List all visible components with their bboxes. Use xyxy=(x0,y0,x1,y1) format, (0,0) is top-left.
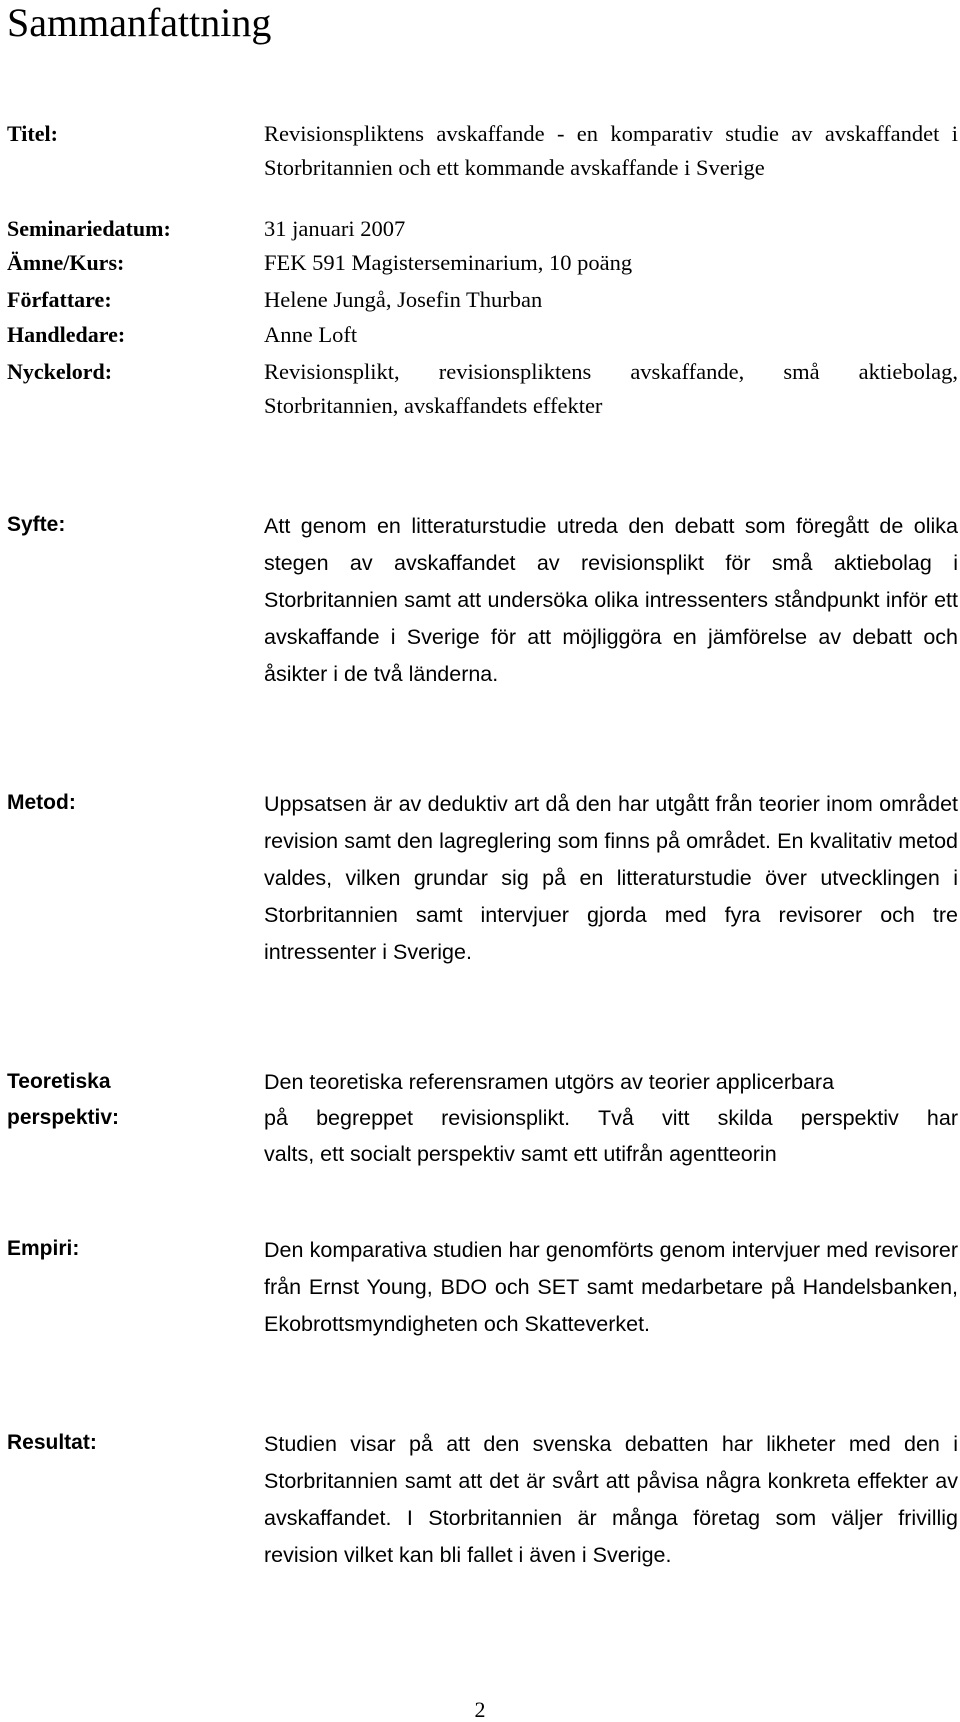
field-value-metod: Uppsatsen är av deduktiv art då den har utgått från teorier inom området revision samt den lagreglering som finns på området. En kvalitativ metod valdes, vilken grundar sig på en litteraturstudie över utvecklingen i Storbritannien samt intervjuer gjorda med fyra revisorer och tre intressenter i Sverige. xyxy=(264,792,958,964)
field-value-nyckelord: Revisionsplikt, revisionspliktens avskaffande, små aktiebolag, Storbritannien, avskaffandets effekter xyxy=(264,359,958,418)
field-value-handledare: Anne Loft xyxy=(264,322,358,347)
field-label-teoretiska-perspektiv: Teoretiska perspektiv: xyxy=(7,1070,120,1129)
field-value-line: valts, ett socialt perspektiv samt ett utifrån agentteorin xyxy=(264,1142,777,1166)
field-label-nyckelord: Nyckelord: xyxy=(7,359,113,384)
field-value-resultat: Studien visar på att den svenska debatten har likheter med den i Storbritannien samt att det är svårt att påvisa några konkreta effekter av avskaffandet. I Storbritannien är många företag som väljer frivillig revision vilket kan bli fallet i även i Sverige. xyxy=(264,1432,958,1567)
field-value-forfattare: Helene Jungå, Josefin Thurban xyxy=(264,287,543,312)
field-label-resultat: Resultat: xyxy=(7,1431,97,1454)
field-value-amne-kurs: FEK 591 Magisterseminarium, 10 poäng xyxy=(264,250,633,275)
field-label-syfte: Syfte: xyxy=(7,513,66,536)
field-label-titel: Titel: xyxy=(7,121,58,146)
field-value-seminariedatum: 31 januari 2007 xyxy=(264,216,406,241)
field-value-syfte: Att genom en litteraturstudie utreda den debatt som föregått de olika stegen av avskaffandet av revisionsplikt för små aktiebolag i Storbritannien samt att undersöka olika intressenters ståndpunkt inför ett avskaffande i Sverige för att möjliggöra en jämförelse av debatt och åsikter i de två länderna. xyxy=(264,514,958,686)
field-label-handledare: Handledare: xyxy=(7,322,126,347)
field-label-metod: Metod: xyxy=(7,791,76,814)
field-value-teoretiska-perspektiv xyxy=(264,1064,958,1172)
field-value-line: på begreppet revisionsplikt. Två vitt skilda perspektiv har xyxy=(264,1106,958,1130)
field-value-empiri: Den komparativa studien har genomförts genom intervjuer med revisorer från Ernst Young, BDO och SET samt medarbetare på Handelsbanken, Ekobrottsmyndigheten och Skatteverket. xyxy=(264,1238,958,1336)
field-value-line: Den teoretiska referensramen utgörs av teorier applicerbara xyxy=(264,1070,835,1094)
field-label-empiri: Empiri: xyxy=(7,1237,80,1260)
field-label-seminariedatum: Seminariedatum: xyxy=(7,216,171,241)
field-label-forfattare: Författare: xyxy=(7,287,112,312)
page-title: Sammanfattning xyxy=(7,0,272,45)
field-label-amne-kurs: Ämne/Kurs: xyxy=(7,250,125,275)
page-number: 2 xyxy=(474,1697,486,1722)
field-value-titel: Revisionspliktens avskaffande - en komparativ studie av avskaffandet i Storbritannien och ett kommande avskaffande i Sverige xyxy=(264,121,958,180)
